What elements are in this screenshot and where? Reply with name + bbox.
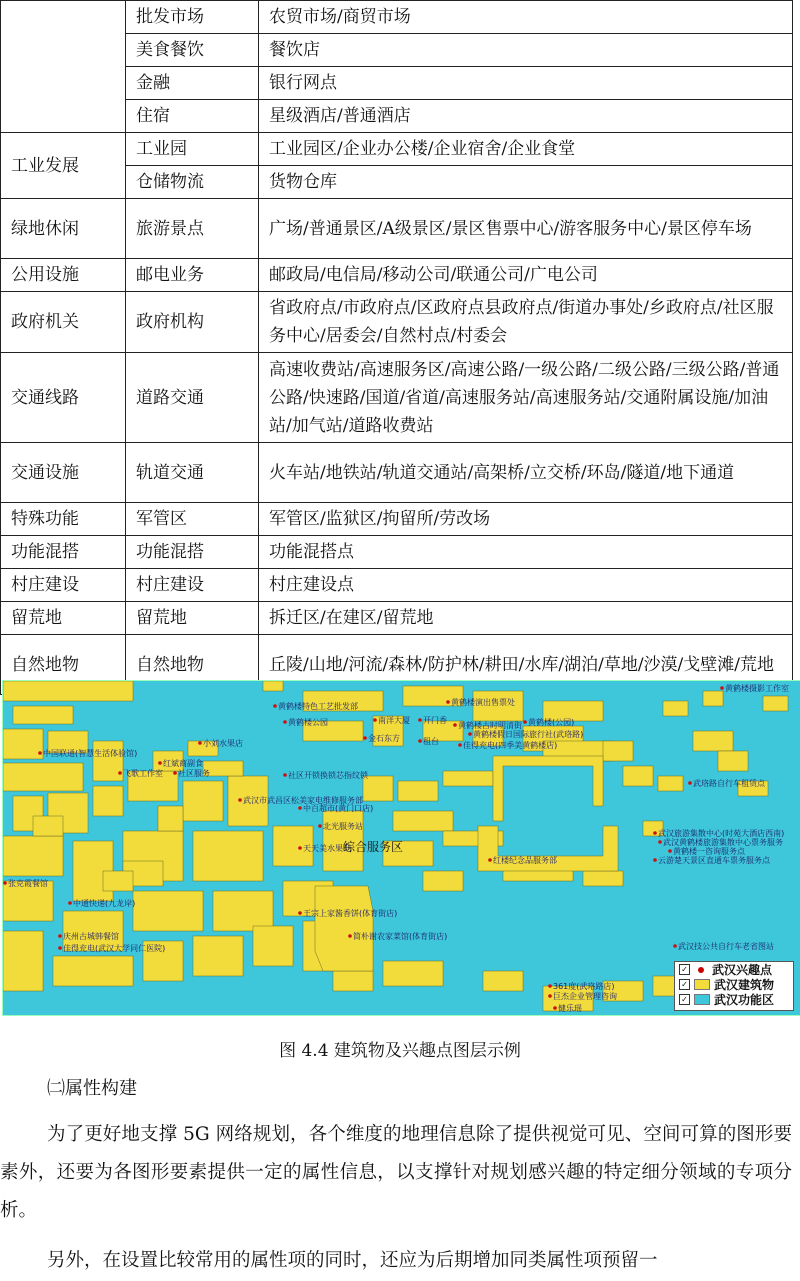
poi-label: 佳得充电(四季美黄鹤楼店) (463, 741, 558, 750)
building-shape (703, 691, 723, 706)
category-cell: 政府机关 (1, 292, 126, 353)
poi-dot (548, 994, 552, 998)
poi-label: 北光服务站 (323, 822, 363, 831)
detail-cell: 省政府点/市政府点/区政府点县政府点/街道办事处/乡政府点/社区服务中心/居委会/自然村点/村委会 (259, 292, 793, 353)
building-shape (483, 971, 523, 991)
building-shape (398, 781, 438, 801)
figure-caption: 图 4.4 建筑物及兴趣点图层示例 (279, 1041, 521, 1061)
detail-cell: 餐饮店 (259, 34, 793, 67)
poi-dot (198, 741, 202, 745)
category-cell: 工业发展 (1, 133, 126, 199)
map-legend (674, 961, 794, 1011)
poi-dot (653, 858, 657, 862)
building-shape (3, 763, 83, 791)
poi-dot (658, 840, 662, 844)
table-row (1, 1, 793, 34)
subcategory-cell: 仓储物流 (126, 166, 259, 199)
poi-dot (68, 901, 72, 905)
poi-label: 飞歌工作室 (123, 769, 163, 778)
subcategory-cell: 金融 (126, 67, 259, 100)
poi-dot (283, 720, 287, 724)
poi-label: 小刘水果店 (203, 739, 243, 748)
area-swatch-icon (694, 994, 710, 1005)
paragraph: 另外，在设置比较常用的属性项的同时，还应为后期增加同类属性项预留一 (47, 1250, 658, 1271)
detail-cell: 广场/普通景区/A级景区/景区售票中心/游客服务中心/景区停车场 (259, 199, 793, 259)
category-cell: 特殊功能 (1, 503, 126, 536)
poi-label: 武汉市武昌区松美家电维修服务部 (243, 796, 363, 805)
detail-cell: 工业园区/企业办公楼/企业宿舍/企业食堂 (259, 133, 793, 166)
detail-cell: 高速收费站/高速服务区/高速公路/一级公路/二级公路/三级公路/普通公路/快速路/国道/省道/高速服务站/高速服务站/交通附属设施/加油站/加气站/道路收费站 (259, 353, 793, 443)
subcategory-cell: 村庄建设 (126, 569, 259, 602)
poi-label: 简朴谢农家菜馆(体育街店) (353, 932, 448, 941)
subcategory-cell: 军管区 (126, 503, 259, 536)
subcategory-cell: 旅游景点 (126, 199, 259, 259)
poi-label: 王宗上家酱香饼(体育街店) (303, 909, 398, 918)
poi-label: 社区开锁换锁芯指纹锁 (288, 771, 368, 780)
table-row (1, 602, 793, 635)
poi-label: 金石东方 (368, 734, 400, 743)
detail-cell: 村庄建设点 (259, 569, 793, 602)
category-cell: 绿地休闲 (1, 199, 126, 259)
poi-label: 租台 (423, 737, 439, 746)
poi-label: 红楼纪念品服务部 (493, 856, 557, 865)
poi-label: 武汉技公共自行车老省图站 (678, 942, 774, 951)
table-row (1, 503, 793, 536)
poi-dot (348, 934, 352, 938)
subcategory-cell: 工业园 (126, 133, 259, 166)
building-shape (183, 781, 223, 821)
poi-dot (58, 934, 62, 938)
subcategory-cell: 美食餐饮 (126, 34, 259, 67)
poi-label: 黄鹤楼公园 (288, 718, 328, 727)
building-shape (693, 731, 733, 751)
poi-dot (453, 723, 457, 727)
poi-dot (273, 704, 277, 708)
poi-dot (418, 718, 422, 722)
poi-label: 天天美水果吧 (303, 844, 351, 853)
building-shape (253, 926, 293, 966)
poi-label: 庆州古城韩餐馆 (63, 932, 119, 941)
subcategory-cell: 政府机构 (126, 292, 259, 353)
subcategory-cell: 留荒地 (126, 602, 259, 635)
category-cell (1, 1, 126, 133)
building-shape (193, 936, 243, 976)
legend-item-building: ✓ 武汉建筑物 (675, 977, 793, 992)
poi-dot (548, 984, 552, 988)
map-figure (2, 680, 800, 1016)
table-row (1, 569, 793, 602)
poi-label: 张克霞餐馆 (8, 879, 48, 888)
poi-dot (173, 771, 177, 775)
poi-dot (373, 718, 377, 722)
category-cell: 公用设施 (1, 259, 126, 292)
building-shape (658, 776, 683, 791)
poi-label: 中百超市(黄门口店) (303, 804, 374, 813)
detail-cell: 火车站/地铁站/轨道交通站/高架桥/立交桥/环岛/隧道/地下通道 (259, 443, 793, 503)
building-shape (663, 701, 688, 716)
category-cell: 村庄建设 (1, 569, 126, 602)
category-cell: 交通线路 (1, 353, 126, 443)
subcategory-cell: 道路交通 (126, 353, 259, 443)
building-shape (763, 696, 788, 711)
poi-dot (418, 739, 422, 743)
poi-label: 开门香 (423, 716, 447, 725)
building-shape (103, 871, 133, 891)
building-swatch-icon (694, 979, 710, 990)
poi-label: 武珞路自行车租赁点 (693, 779, 765, 788)
poi-label: 南洋大厦 (378, 716, 410, 725)
poi-dot (668, 849, 672, 853)
poi-label: 黄鹤楼摄影工作室 (725, 684, 789, 693)
building-shape (3, 681, 133, 701)
poi-label: 黄鹤楼古时明清街 (458, 721, 522, 730)
detail-cell: 银行网点 (259, 67, 793, 100)
building-shape (93, 786, 123, 816)
poi-dot (38, 751, 42, 755)
poi-dot (298, 846, 302, 850)
check-icon: ✓ (679, 994, 690, 1005)
poi-dot (488, 858, 492, 862)
section-title: ㈡属性构建 (47, 1078, 137, 1099)
subcategory-cell: 功能混搭 (126, 536, 259, 569)
building-shape (3, 836, 63, 876)
poi-dot-icon (698, 967, 704, 973)
poi-label: 中通快递(九龙岸) (73, 899, 136, 908)
poi-label: 红斌商副食 (163, 759, 203, 768)
building-shape (53, 956, 133, 986)
building-shape (13, 706, 73, 724)
poi-label: 健乐瑶 (558, 1004, 582, 1013)
poi-dot (298, 911, 302, 915)
poi-dot (673, 944, 677, 948)
building-shape (333, 971, 373, 991)
poi-dot (653, 831, 657, 835)
legend-item-area: ✓ 武汉功能区 (675, 992, 793, 1007)
building-shape (443, 771, 493, 786)
detail-cell: 拆迁区/在建区/留荒地 (259, 602, 793, 635)
building-shape (393, 811, 453, 831)
poi-dot (446, 700, 450, 704)
poi-dot (468, 732, 472, 736)
building-shape (383, 961, 443, 986)
poi-label: 361度(武珞路店) (553, 982, 615, 991)
poi-label: 武汉黄鹤楼旅游集散中心票务服务 (663, 838, 783, 847)
poi-dot (298, 806, 302, 810)
detail-cell: 农贸市场/商贸市场 (259, 1, 793, 34)
building-shape (213, 891, 273, 931)
poi-dot (553, 1006, 557, 1010)
poi-dot (458, 743, 462, 747)
check-icon: ✓ (679, 979, 690, 990)
poi-label: 黄鹤楼(公园) (528, 718, 575, 727)
poi-dot (238, 798, 242, 802)
poi-dot (720, 686, 724, 690)
poi-label: 黄鹤楼演出售票处 (451, 698, 515, 707)
poi-dot (158, 761, 162, 765)
area-label: 综合服务区 (343, 840, 404, 854)
table-row (1, 133, 793, 166)
detail-cell: 军管区/监狱区/拘留所/劳改场 (259, 503, 793, 536)
table-row (1, 353, 793, 443)
subcategory-cell: 自然地物 (126, 635, 259, 695)
subcategory-cell: 邮电业务 (126, 259, 259, 292)
poi-label: 佳得充电(武汉大学同仁医院) (63, 944, 166, 953)
table-row (1, 259, 793, 292)
poi-label: 黄鹤楼特色工艺批发部 (278, 702, 358, 711)
building-shape (583, 871, 623, 886)
subcategory-cell: 批发市场 (126, 1, 259, 34)
paragraph: 为了更好地支撑 5G 网络规划，各个维度的地理信息除了提供视觉可见、空间可算的图形要素外，还要为各图形要素提供一定的属性信息，以支撑针对规划感兴趣的特定细分领域的专项分析。 (0, 1124, 792, 1221)
building-shape (33, 816, 63, 836)
category-cell: 功能混搭 (1, 536, 126, 569)
building-shape (133, 891, 203, 931)
building-shape (3, 729, 43, 759)
category-cell: 自然地物 (1, 635, 126, 695)
building-shape (423, 871, 463, 891)
poi-dot (3, 881, 7, 885)
poi-dot (283, 773, 287, 777)
poi-dot (363, 736, 367, 740)
building-shape (603, 741, 633, 761)
poi-label: 中国联通(智慧生活体验馆) (43, 749, 138, 758)
building-shape (158, 806, 183, 831)
category-cell: 交通设施 (1, 443, 126, 503)
poi-label: 社区服务 (178, 769, 210, 778)
detail-cell: 星级酒店/普通酒店 (259, 100, 793, 133)
detail-cell: 货物仓库 (259, 166, 793, 199)
legend-item-poi: ✓ 武汉兴趣点 (675, 962, 793, 977)
detail-cell: 邮政局/电信局/移动公司/联通公司/广电公司 (259, 259, 793, 292)
category-cell: 留荒地 (1, 602, 126, 635)
poi-label: 巨杰企业管理咨询 (553, 992, 617, 1001)
poi-dot (58, 946, 62, 950)
table-row (1, 443, 793, 503)
building-shape (93, 741, 123, 781)
poi-dot (318, 824, 322, 828)
poi-label: 云游楚天景区直通车票务服务点 (658, 856, 770, 865)
building-shape (315, 886, 373, 971)
building-shape (263, 681, 283, 691)
poi-dot (523, 720, 527, 724)
poi-dot (688, 781, 692, 785)
detail-cell: 丘陵/山地/河流/森林/防护林/耕田/水库/湖泊/草地/沙漠/戈壁滩/荒地 (259, 635, 793, 695)
table-row (1, 199, 793, 259)
poi-dot (118, 771, 122, 775)
table-row (1, 536, 793, 569)
poi-label: 黄鹤楼假日国际旅行社(武珞路) (473, 730, 584, 739)
poi-label: 黄鹤楼一咨询服务点 (673, 847, 745, 856)
table-row (1, 292, 793, 353)
subcategory-cell: 轨道交通 (126, 443, 259, 503)
check-icon: ✓ (679, 964, 690, 975)
subcategory-cell: 住宿 (126, 100, 259, 133)
poi-label: 武汉旅游集散中心(时苑大酒店西南) (658, 829, 785, 838)
detail-cell: 功能混搭点 (259, 536, 793, 569)
building-shape (493, 756, 603, 821)
building-shape (193, 831, 263, 881)
building-shape (3, 931, 43, 991)
building-shape (718, 751, 748, 771)
building-shape (623, 766, 653, 786)
